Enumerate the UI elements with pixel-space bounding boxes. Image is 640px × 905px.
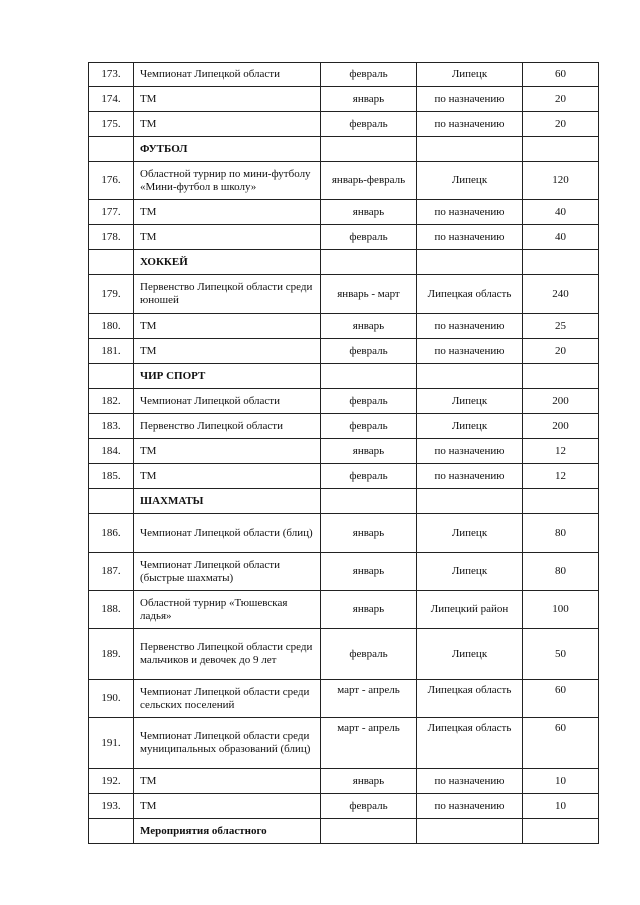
event-name: Чемпионат Липецкой области — [134, 389, 321, 414]
participants-count: 80 — [523, 553, 599, 591]
event-name: ТМ — [134, 200, 321, 225]
event-dates: январь — [321, 200, 417, 225]
table-row — [89, 680, 599, 718]
section-title: ЧИР СПОРТ — [134, 364, 321, 389]
participants-count: 40 — [523, 200, 599, 225]
event-place: Липецк — [417, 629, 523, 680]
section-row — [89, 364, 599, 389]
event-dates: январь — [321, 439, 417, 464]
section-title: ФУТБОЛ — [134, 137, 321, 162]
participants-count — [523, 489, 599, 514]
participants-count: 80 — [523, 514, 599, 553]
event-name: Первенство Липецкой области среди юношей — [134, 275, 321, 314]
event-place: Липецкая область — [417, 275, 523, 314]
event-place: по назначению — [417, 87, 523, 112]
event-dates: март - апрель — [321, 680, 417, 718]
table-row — [89, 389, 599, 414]
event-place: по назначению — [417, 225, 523, 250]
event-place — [417, 137, 523, 162]
event-place: Липецк — [417, 414, 523, 439]
row-number: 187. — [89, 553, 134, 591]
table-row — [89, 794, 599, 819]
row-number: 190. — [89, 680, 134, 718]
row-number: 180. — [89, 314, 134, 339]
event-name: ТМ — [134, 225, 321, 250]
event-name: ТМ — [134, 112, 321, 137]
row-number — [89, 364, 134, 389]
row-number: 192. — [89, 769, 134, 794]
participants-count — [523, 250, 599, 275]
event-dates: январь — [321, 591, 417, 629]
row-number: 185. — [89, 464, 134, 489]
row-number — [89, 489, 134, 514]
event-name: ТМ — [134, 339, 321, 364]
event-name: Первенство Липецкой области среди мальчиков и девочек до 9 лет — [134, 629, 321, 680]
participants-count: 12 — [523, 439, 599, 464]
table-row — [89, 464, 599, 489]
event-dates: февраль — [321, 339, 417, 364]
row-number: 188. — [89, 591, 134, 629]
participants-count: 10 — [523, 769, 599, 794]
row-number: 184. — [89, 439, 134, 464]
participants-count: 20 — [523, 87, 599, 112]
event-place: по назначению — [417, 769, 523, 794]
event-place — [417, 489, 523, 514]
event-place: Липецкая область — [417, 718, 523, 769]
event-place — [417, 364, 523, 389]
table-row — [89, 87, 599, 112]
participants-count: 20 — [523, 339, 599, 364]
row-number: 175. — [89, 112, 134, 137]
row-number: 173. — [89, 63, 134, 87]
event-dates: январь - март — [321, 275, 417, 314]
event-dates: февраль — [321, 389, 417, 414]
event-place: Липецкий район — [417, 591, 523, 629]
event-dates: февраль — [321, 794, 417, 819]
event-place — [417, 250, 523, 275]
event-place: Липецк — [417, 63, 523, 87]
table-row — [89, 339, 599, 364]
participants-count — [523, 364, 599, 389]
event-dates — [321, 364, 417, 389]
event-dates: январь — [321, 314, 417, 339]
row-number: 186. — [89, 514, 134, 553]
event-dates: январь — [321, 553, 417, 591]
participants-count: 20 — [523, 112, 599, 137]
row-number: 181. — [89, 339, 134, 364]
event-name: Чемпионат Липецкой области (блиц) — [134, 514, 321, 553]
event-place: по назначению — [417, 339, 523, 364]
event-dates: март - апрель — [321, 718, 417, 769]
table-row — [89, 439, 599, 464]
table-row — [89, 162, 599, 200]
events-table — [88, 62, 599, 844]
table-row — [89, 275, 599, 314]
event-name: Чемпионат Липецкой области (быстрые шахматы) — [134, 553, 321, 591]
participants-count: 240 — [523, 275, 599, 314]
participants-count — [523, 819, 599, 844]
section-row — [89, 489, 599, 514]
participants-count: 40 — [523, 225, 599, 250]
event-place: по назначению — [417, 794, 523, 819]
row-number: 183. — [89, 414, 134, 439]
event-name: ТМ — [134, 769, 321, 794]
row-number: 176. — [89, 162, 134, 200]
participants-count: 60 — [523, 63, 599, 87]
event-place: по назначению — [417, 200, 523, 225]
table-row — [89, 112, 599, 137]
event-place: по назначению — [417, 112, 523, 137]
table-row — [89, 591, 599, 629]
events-table-body — [89, 63, 599, 844]
event-name: Чемпионат Липецкой области среди сельских поселений — [134, 680, 321, 718]
table-row — [89, 769, 599, 794]
event-dates: январь — [321, 514, 417, 553]
participants-count: 200 — [523, 414, 599, 439]
participants-count: 120 — [523, 162, 599, 200]
section-title: Мероприятия областного — [134, 819, 321, 844]
event-place: по назначению — [417, 464, 523, 489]
participants-count: 50 — [523, 629, 599, 680]
event-name: ТМ — [134, 464, 321, 489]
event-dates: февраль — [321, 629, 417, 680]
event-dates: январь — [321, 769, 417, 794]
table-row — [89, 200, 599, 225]
event-dates: февраль — [321, 225, 417, 250]
table-row — [89, 63, 599, 87]
section-title: ШАХМАТЫ — [134, 489, 321, 514]
participants-count: 12 — [523, 464, 599, 489]
event-name: Чемпионат Липецкой области среди муниципальных образований (блиц) — [134, 718, 321, 769]
section-row — [89, 137, 599, 162]
table-row — [89, 225, 599, 250]
section-title: ХОККЕЙ — [134, 250, 321, 275]
event-dates: январь — [321, 87, 417, 112]
event-dates: февраль — [321, 464, 417, 489]
event-dates: февраль — [321, 414, 417, 439]
event-dates — [321, 250, 417, 275]
event-name: Областной турнир по мини-футболу «Мини-футбол в школу» — [134, 162, 321, 200]
event-name: ТМ — [134, 794, 321, 819]
row-number: 193. — [89, 794, 134, 819]
event-place — [417, 819, 523, 844]
participants-count: 60 — [523, 680, 599, 718]
event-place: Липецкая область — [417, 680, 523, 718]
participants-count: 10 — [523, 794, 599, 819]
participants-count: 25 — [523, 314, 599, 339]
event-dates — [321, 137, 417, 162]
participants-count — [523, 137, 599, 162]
event-name: Первенство Липецкой области — [134, 414, 321, 439]
event-place: Липецк — [417, 389, 523, 414]
row-number — [89, 819, 134, 844]
section-row — [89, 250, 599, 275]
event-place: Липецк — [417, 162, 523, 200]
event-name: ТМ — [134, 87, 321, 112]
table-row — [89, 414, 599, 439]
participants-count: 200 — [523, 389, 599, 414]
event-name: ТМ — [134, 314, 321, 339]
section-row — [89, 819, 599, 844]
row-number: 189. — [89, 629, 134, 680]
row-number: 182. — [89, 389, 134, 414]
event-dates — [321, 489, 417, 514]
event-name: Чемпионат Липецкой области — [134, 63, 321, 87]
event-place: по назначению — [417, 314, 523, 339]
row-number: 174. — [89, 87, 134, 112]
row-number — [89, 250, 134, 275]
row-number: 179. — [89, 275, 134, 314]
event-dates: январь-февраль — [321, 162, 417, 200]
participants-count: 100 — [523, 591, 599, 629]
event-dates: февраль — [321, 112, 417, 137]
event-place: Липецк — [417, 514, 523, 553]
event-dates — [321, 819, 417, 844]
table-row — [89, 718, 599, 769]
event-place: по назначению — [417, 439, 523, 464]
event-dates: февраль — [321, 63, 417, 87]
row-number: 177. — [89, 200, 134, 225]
row-number: 191. — [89, 718, 134, 769]
table-row — [89, 553, 599, 591]
event-place: Липецк — [417, 553, 523, 591]
row-number — [89, 137, 134, 162]
table-row — [89, 629, 599, 680]
table-row — [89, 514, 599, 553]
participants-count: 60 — [523, 718, 599, 769]
event-name: ТМ — [134, 439, 321, 464]
table-row — [89, 314, 599, 339]
event-name: Областной турнир «Тюшевская ладья» — [134, 591, 321, 629]
row-number: 178. — [89, 225, 134, 250]
